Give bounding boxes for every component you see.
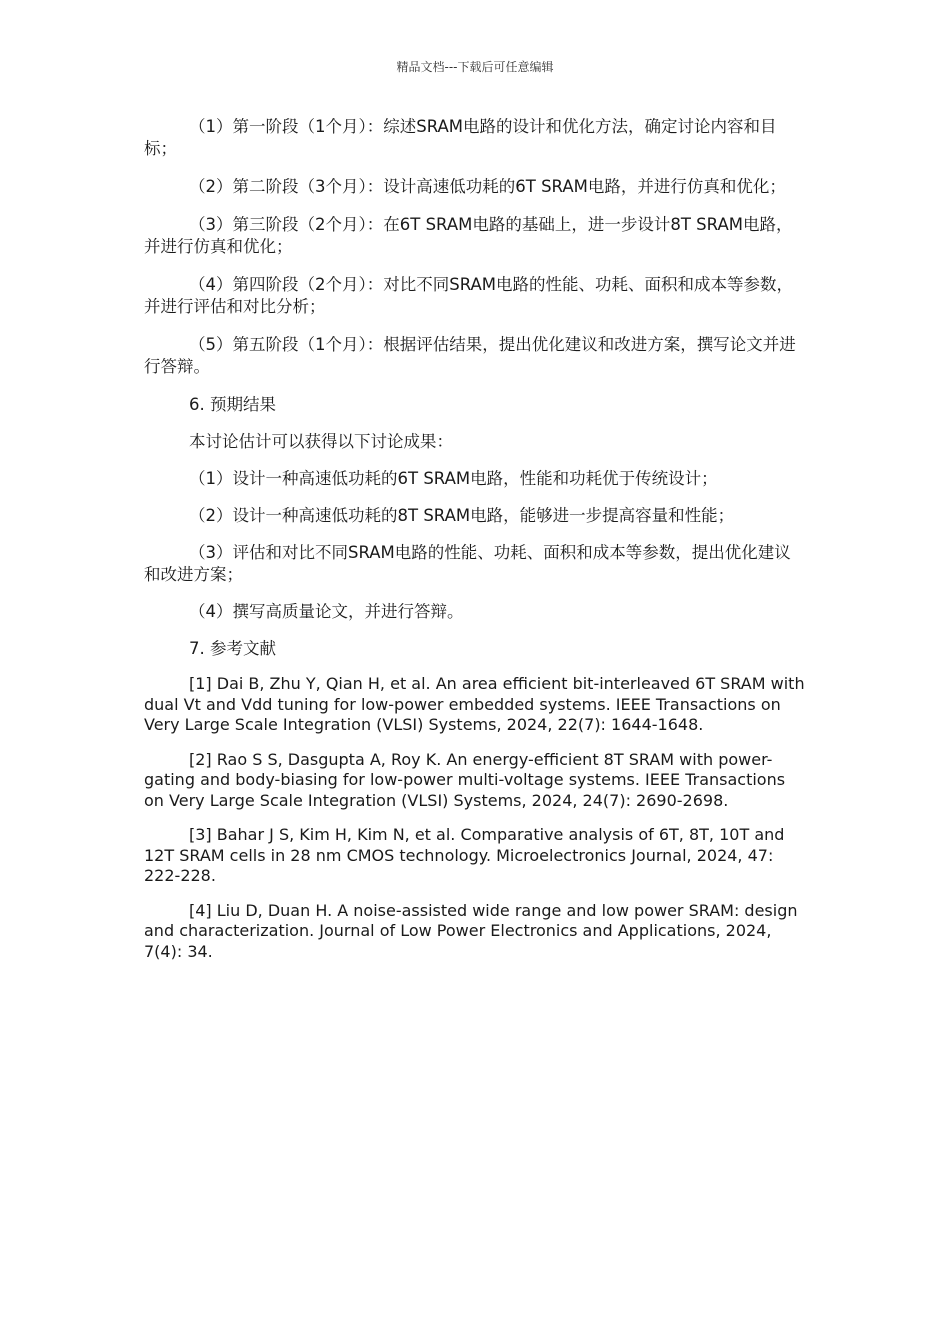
result-item: （3）评估和对比不同SRAM电路的性能、功耗、面积和成本等参数，提出优化建议和改进方案； xyxy=(144,543,791,584)
page-header: 精品文档---下载后可任意编辑 xyxy=(396,60,554,74)
section-intro: 本讨论估计可以获得以下讨论成果： xyxy=(189,432,453,451)
section-heading: 6. 预期结果 xyxy=(189,395,276,414)
reference-item: [3] Bahar J S, Kim H, Kim N, et al. Comparative analysis of 6T, 8T, 10T and 12T SRAM cells in 28 nm CMOS technology. Microelectronics Journal, 2024, 47: 222-228. xyxy=(144,825,785,885)
reference-item: [4] Liu D, Duan H. A noise-assisted wide range and low power SRAM: design and characterization. Journal of Low Power Electronics and Applications, 2024, 7(4): 34. xyxy=(144,900,798,961)
section-heading: 7. 参考文献 xyxy=(189,639,276,658)
result-item: （1）设计一种高速低功耗的6T SRAM电路，性能和功耗优于传统设计； xyxy=(189,469,718,488)
reference-item: [2] Rao S S, Dasgupta A, Roy K. An energy-efficient 8T SRAM with power-gating and body-biasing for low-power multi-voltage systems. IEEE Transactions on Very Large Scale Integration (VLSI) Systems, 2024, 24(7): 2690-2698. xyxy=(144,749,786,810)
schedule-item: （3）第三阶段（2个月）：在6T SRAM电路的基础上，进一步设计8T SRAM电路，并进行仿真和优化； xyxy=(144,215,793,256)
schedule-item: （1）第一阶段（1个月）：综述SRAM电路的设计和优化方法，确定讨论内容和目标； xyxy=(144,117,777,158)
result-item: （2）设计一种高速低功耗的8T SRAM电路，能够进一步提高容量和性能； xyxy=(189,506,735,525)
schedule-item: （5）第五阶段（1个月）：根据评估结果，提出优化建议和改进方案，撰写论文并进行答辩。 xyxy=(144,335,796,376)
reference-item: [1] Dai B, Zhu Y, Qian H, et al. An area efficient bit-interleaved 6T SRAM with dual Vt and Vdd tuning for low-power embedded systems. IEEE Transactions on Very Large Scale Integration (VLSI) Systems, 2024, 22(7): 1644-1648. xyxy=(144,674,805,734)
document-body xyxy=(144,116,806,962)
result-item: （4）撰写高质量论文，并进行答辩。 xyxy=(189,602,464,621)
schedule-item: （2）第二阶段（3个月）：设计高速低功耗的6T SRAM电路，并进行仿真和优化； xyxy=(189,177,786,196)
schedule-item: （4）第四阶段（2个月）：对比不同SRAM电路的性能、功耗、面积和成本等参数，并进行评估和对比分析； xyxy=(144,275,794,316)
